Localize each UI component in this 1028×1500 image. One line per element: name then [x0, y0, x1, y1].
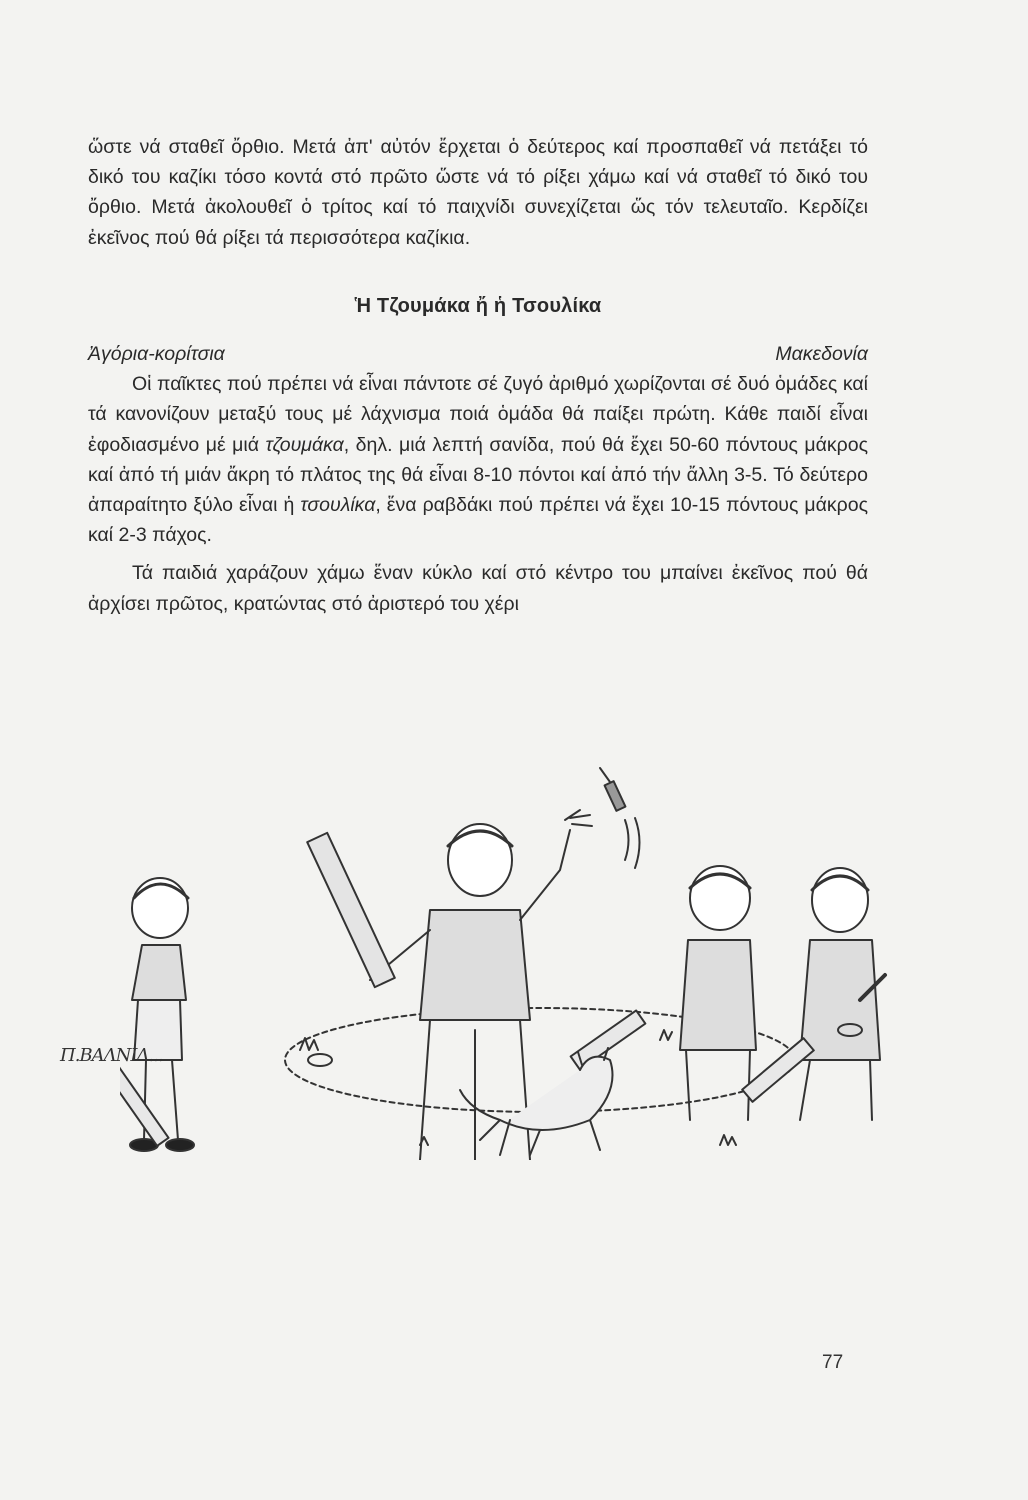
players-label: Ἀγόρια-κορίτσια — [88, 343, 225, 366]
region-label: Μακεδονία — [775, 343, 868, 366]
paragraph-rules-part-c: , ἕνα ραβδάκι πού πρέπει νά ἔχει 10-15 πόντους μάκρος καί 2-3 πάχος. — [88, 494, 868, 547]
cat-figure — [460, 1048, 613, 1155]
children-playing-illustration — [120, 760, 890, 1160]
paragraph-rules-part-b: , δηλ. μιά λεπτή σανίδα, πού θά ἔχει 50-60 πόντους μάκρος καί ἀπό τή μιάν ἄκρη τό πλάτος της θά εἶναι 8-10 πόντοι καί ἀπό τήν ἄλλη 3-5. Τό δεύτερο ἀπαραίτητο ξύλο εἶναι ἡ — [88, 433, 868, 517]
paragraph-rules — [88, 369, 868, 550]
paragraph-continuation: ὥστε νά σταθεῖ ὄρθιο. Μετά ἀπ' αὐτόν ἔρχεται ὁ δεύτερος καί προσπαθεῖ νά πετάξει τό δικό του καζίκι τόσο κοντά στό πρῶτο ὥστε νά τό ρίξει χάμω καί νά σταθεῖ τό δικό του ὄρθιο. Μετά ἀκολουθεῖ ὁ τρίτος καί τό παιχνίδι συνεχίζεται ὥς τόν τελευταῖο. Κερδίζει ἐκεῖνος πού θά ρίξει τά περισσότερα καζίκια. — [88, 136, 868, 249]
game-meta-row — [88, 339, 868, 369]
text-block — [88, 132, 868, 619]
illustrator-signature: Π.ΒΑΛΝΙΔ... — [60, 1045, 163, 1066]
girl-figure — [120, 878, 194, 1151]
stone — [308, 1054, 332, 1066]
term-tzoumaka: τζουμάκα — [265, 433, 344, 456]
paragraph-rules-part-a: Οἱ παῖκτες πού πρέπει νά εἶναι πάντοτε σέ ζυγό ἀριθμό χωρίζονται σέ δυό ὁμάδες καί τά κανονίζουν μεταξύ τους μέ λάχνισμα ποιά ὁμάδα θά παίξει πρώτη. Κάθε παιδί εἶναι ἐφοδιασμένο μέ μιά — [88, 373, 868, 456]
page-number: 77 — [822, 1352, 844, 1373]
flying-tsoulika — [600, 768, 640, 868]
paragraph-setup: Τά παιδιά χαράζουν χάμω ἕναν κύκλο καί στό κέντρο του μπαίνει ἐκεῖνος πού θά ἀρχίσει πρῶτος, κρατώντας στό ἀριστερό του χέρι — [88, 562, 868, 615]
term-tsoulika: τσουλίκα — [300, 494, 376, 517]
section-title: Ἡ Τζουμάκα ἤ ἡ Τσουλίκα — [354, 294, 602, 317]
boy-standing-figure — [742, 868, 885, 1120]
